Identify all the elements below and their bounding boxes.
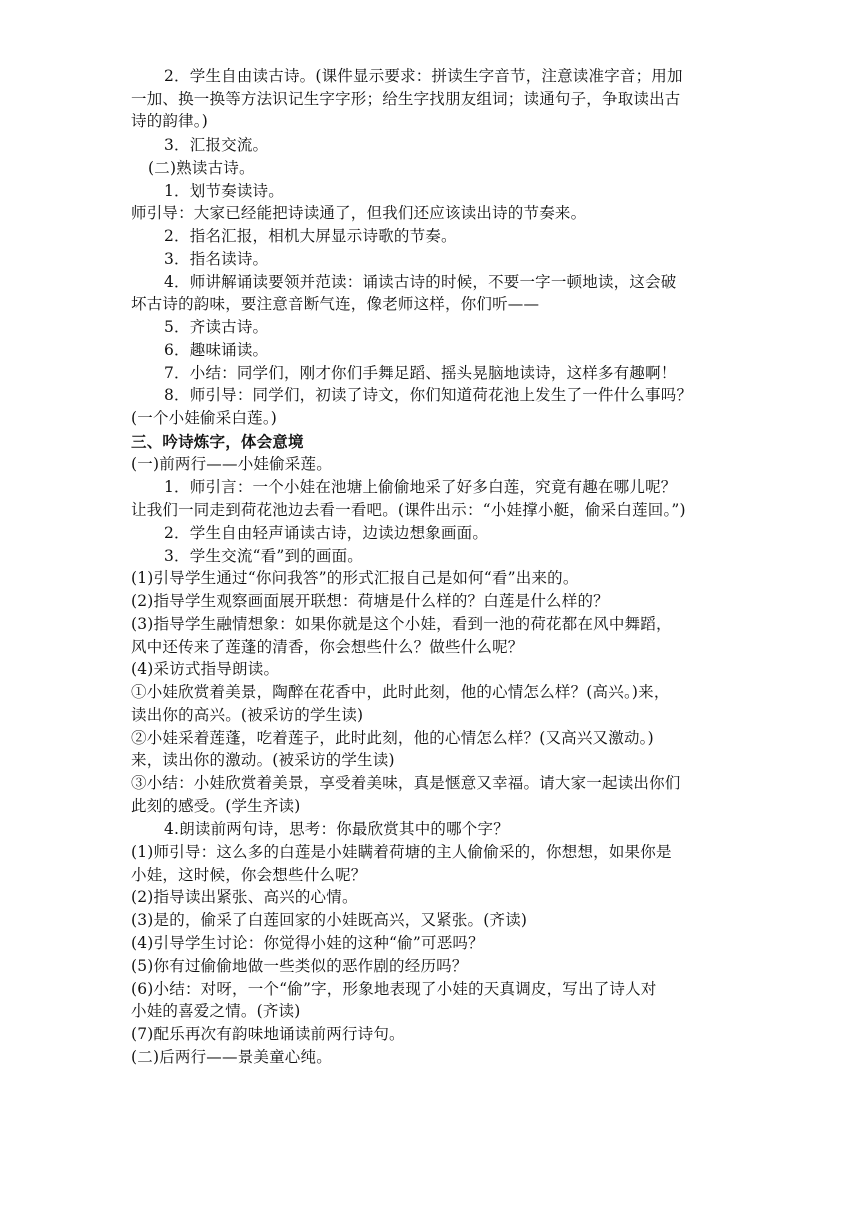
text-line: (二)后两行——景美童心纯。 — [131, 1048, 332, 1066]
text-line: 7．小结：同学们，刚才你们手舞足蹈、摇头晃脑地读诗，这样多有趣啊！ — [164, 364, 677, 382]
text-line: (6)小结：对呀，一个“偷”字，形象地表现了小娃的天真调皮，写出了诗人对 — [131, 980, 657, 998]
text-line: ③小结：小娃欣赏着美景，享受着美味，真是惬意又幸福。请大家一起读出你们 — [131, 774, 681, 792]
text-line: 4．师讲解诵读要领并范读：诵读古诗的时候，不要一字一顿地读，这会破 — [164, 273, 677, 291]
text-line: 4.朗读前两句诗，思考：你最欣赏其中的哪个字？ — [164, 820, 509, 838]
text-line: (1)引导学生通过“你问我答”的形式汇报自己是如何“看”出来的。 — [131, 569, 579, 587]
text-line: 风中还传来了莲蓬的清香，你会想些什么？做些什么呢？ — [131, 638, 524, 656]
text-line: (1)师引导：这么多的白莲是小娃瞒着荷塘的主人偷偷采的，你想想，如果你是 — [131, 843, 672, 861]
text-line: (2)指导学生观察画面展开联想：荷塘是什么样的？白莲是什么样的？ — [131, 592, 609, 610]
text-line: ②小娃采着莲蓬，吃着莲子，此时此刻，他的心情怎么样？(又高兴又激动。) — [131, 729, 654, 747]
text-line: (一个小娃偷采白莲。) — [131, 409, 278, 427]
text-line: 5．齐读古诗。 — [164, 318, 269, 336]
text-line: (4)采访式指导朗读。 — [131, 660, 280, 678]
text-line: 1．师引言：一个小娃在池塘上偷偷地采了好多白莲，究竟有趣在哪儿呢？ — [164, 478, 677, 496]
text-line: (4)引导学生讨论：你觉得小娃的这种“偷”可恶吗？ — [131, 934, 484, 952]
text-line: 小娃，这时候，你会想些什么呢？ — [131, 866, 367, 884]
text-line: 2．指名汇报，相机大屏显示诗歌的节奏。 — [164, 227, 457, 245]
text-line: 一加、换一换等方法识记生字字形；给生字找朋友组词；读通句子，争取读出古 — [131, 90, 681, 108]
text-line: 此刻的感受。(学生齐读) — [131, 797, 301, 815]
text-line: 坏古诗的韵味，要注意音断气连，像老师这样，你们听—— — [131, 295, 540, 313]
text-line: (7)配乐再次有韵味地诵读前两行诗句。 — [131, 1025, 405, 1043]
text-line: 1．划节奏读诗。 — [164, 182, 284, 200]
text-line: (5)你有过偷偷地做一些类似的恶作剧的经历吗？ — [131, 957, 468, 975]
text-line: (3)指导学生融情想象：如果你就是这个小娃，看到一池的荷花都在风中舞蹈， — [131, 615, 672, 633]
text-line: 小娃的喜爱之情。(齐读) — [131, 1002, 301, 1020]
text-line: 2．学生自由读古诗。(课件显示要求：拼读生字音节，注意读准字音；用加 — [164, 67, 683, 85]
text-line: 3．学生交流“看”到的画面。 — [164, 547, 364, 565]
text-line: 6．趣味诵读。 — [164, 341, 269, 359]
text-line: 8．师引导：同学们，初读了诗文，你们知道荷花池上发生了一件什么事吗？ — [164, 386, 693, 404]
text-line: (一)前两行——小娃偷采莲。 — [131, 455, 332, 473]
text-line: (2)指导读出紧张、高兴的心情。 — [131, 888, 358, 906]
text-line: ①小娃欣赏着美景，陶醉在花香中，此时此刻，他的心情怎么样？(高兴。)来， — [131, 683, 670, 701]
text-line: 3．指名读诗。 — [164, 250, 269, 268]
text-line: 师引导：大家已经能把诗读通了，但我们还应该读出诗的节奏来。 — [131, 204, 587, 222]
text-line: 让我们一同走到荷花池边去看一看吧。(课件出示：“小娃撑小艇，偷采白莲回。”) — [131, 501, 686, 519]
text-line: 3．汇报交流。 — [164, 136, 269, 154]
text-line: (3)是的，偷采了白莲回家的小娃既高兴，又紧张。(齐读) — [131, 911, 528, 929]
text-line: 诗的韵律。) — [131, 112, 208, 130]
section-heading: 三、吟诗炼字，体会意境 — [131, 432, 304, 451]
text-line: (二)熟读古诗。 — [148, 159, 255, 177]
text-line: 来，读出你的激动。(被采访的学生读) — [131, 751, 395, 769]
text-line: 读出你的高兴。(被采访的学生读) — [131, 706, 364, 724]
text-line: 2．学生自由轻声诵读古诗，边读边想象画面。 — [164, 524, 489, 542]
